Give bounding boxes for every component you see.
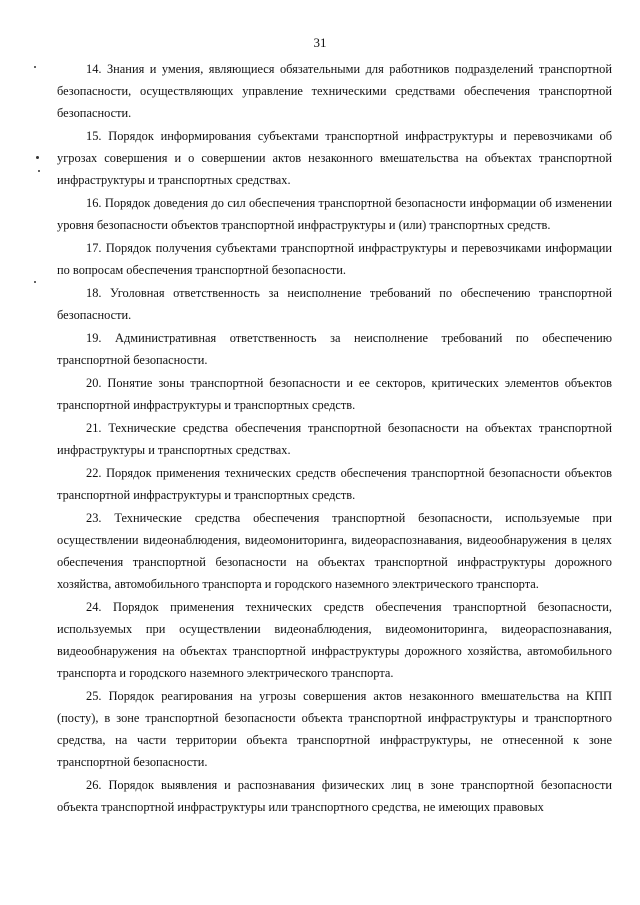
scan-speck (34, 66, 36, 68)
scan-speck (34, 281, 36, 283)
list-item: 23. Технические средства обеспечения транспортной безопасности, используемые при осуществлении видеонаблюдения, видеомониторинга, видеораспознавания, видеообнаружения в целях обеспечения транспортной безопасности на объектах транспортной инфраструктуры дорожного хозяйства, автомобильного транспорта и городского наземного электрического транспорта. (57, 511, 612, 591)
list-item: 15. Порядок информирования субъектами транспортной инфраструктуры и перевозчиками об угрозах совершения и о совершении актов незаконного вмешательства на объектах транспортной инфраструктуры и транспортных средствах. (57, 129, 612, 187)
list-item: 21. Технические средства обеспечения транспортной безопасности на объектах транспортной инфраструктуры и транспортных средствах. (57, 421, 612, 457)
list-item: 22. Порядок применения технических средств обеспечения транспортной безопасности объектов транспортной инфраструктуры и транспортных средств. (57, 466, 612, 502)
list-item: 25. Порядок реагирования на угрозы совершения актов незаконного вмешательства на КПП (посту), в зоне транспортной безопасности объекта транспортной инфраструктуры и транспортного средства, на части территории объекта транспортной инфраструктуры, не отнесенной к зоне транспортной безопасности. (57, 689, 612, 769)
list-item: 26. Порядок выявления и распознавания физических лиц в зоне транспортной безопасности объекта транспортной инфраструктуры или транспортного средства, не имеющих правовых (57, 778, 612, 814)
page-number: 31 (313, 35, 327, 50)
list-item: 17. Порядок получения субъектами транспортной инфраструктуры и перевозчиками информации по вопросам обеспечения транспортной безопасности. (57, 241, 612, 277)
list-item: 19. Административная ответственность за неисполнение требований по обеспечению транспортной безопасности. (57, 331, 612, 367)
document-body (57, 58, 612, 818)
scan-speck (36, 156, 39, 159)
list-item: 20. Понятие зоны транспортной безопасности и ее секторов, критических элементов объектов транспортной инфраструктуры и транспортных средств. (57, 376, 612, 412)
list-item: 18. Уголовная ответственность за неисполнение требований по обеспечению транспортной безопасности. (57, 286, 612, 322)
list-item: 14. Знания и умения, являющиеся обязательными для работников подразделений транспортной безопасности, осуществляющих управление техническими средствами обеспечения транспортной безопасности. (57, 62, 612, 120)
list-item: 24. Порядок применения технических средств обеспечения транспортной безопасности, используемых при осуществлении видеонаблюдения, видеомониторинга, видеораспознавания, видеообнаружения на объектах транспортной инфраструктуры дорожного хозяйства, автомобильного транспорта и городского наземного электрического транспорта. (57, 600, 612, 680)
scan-speck (38, 170, 40, 172)
list-item: 16. Порядок доведения до сил обеспечения транспортной безопасности информации об изменении уровня безопасности объектов транспортной инфраструктуры и (или) транспортных средств. (57, 196, 612, 232)
